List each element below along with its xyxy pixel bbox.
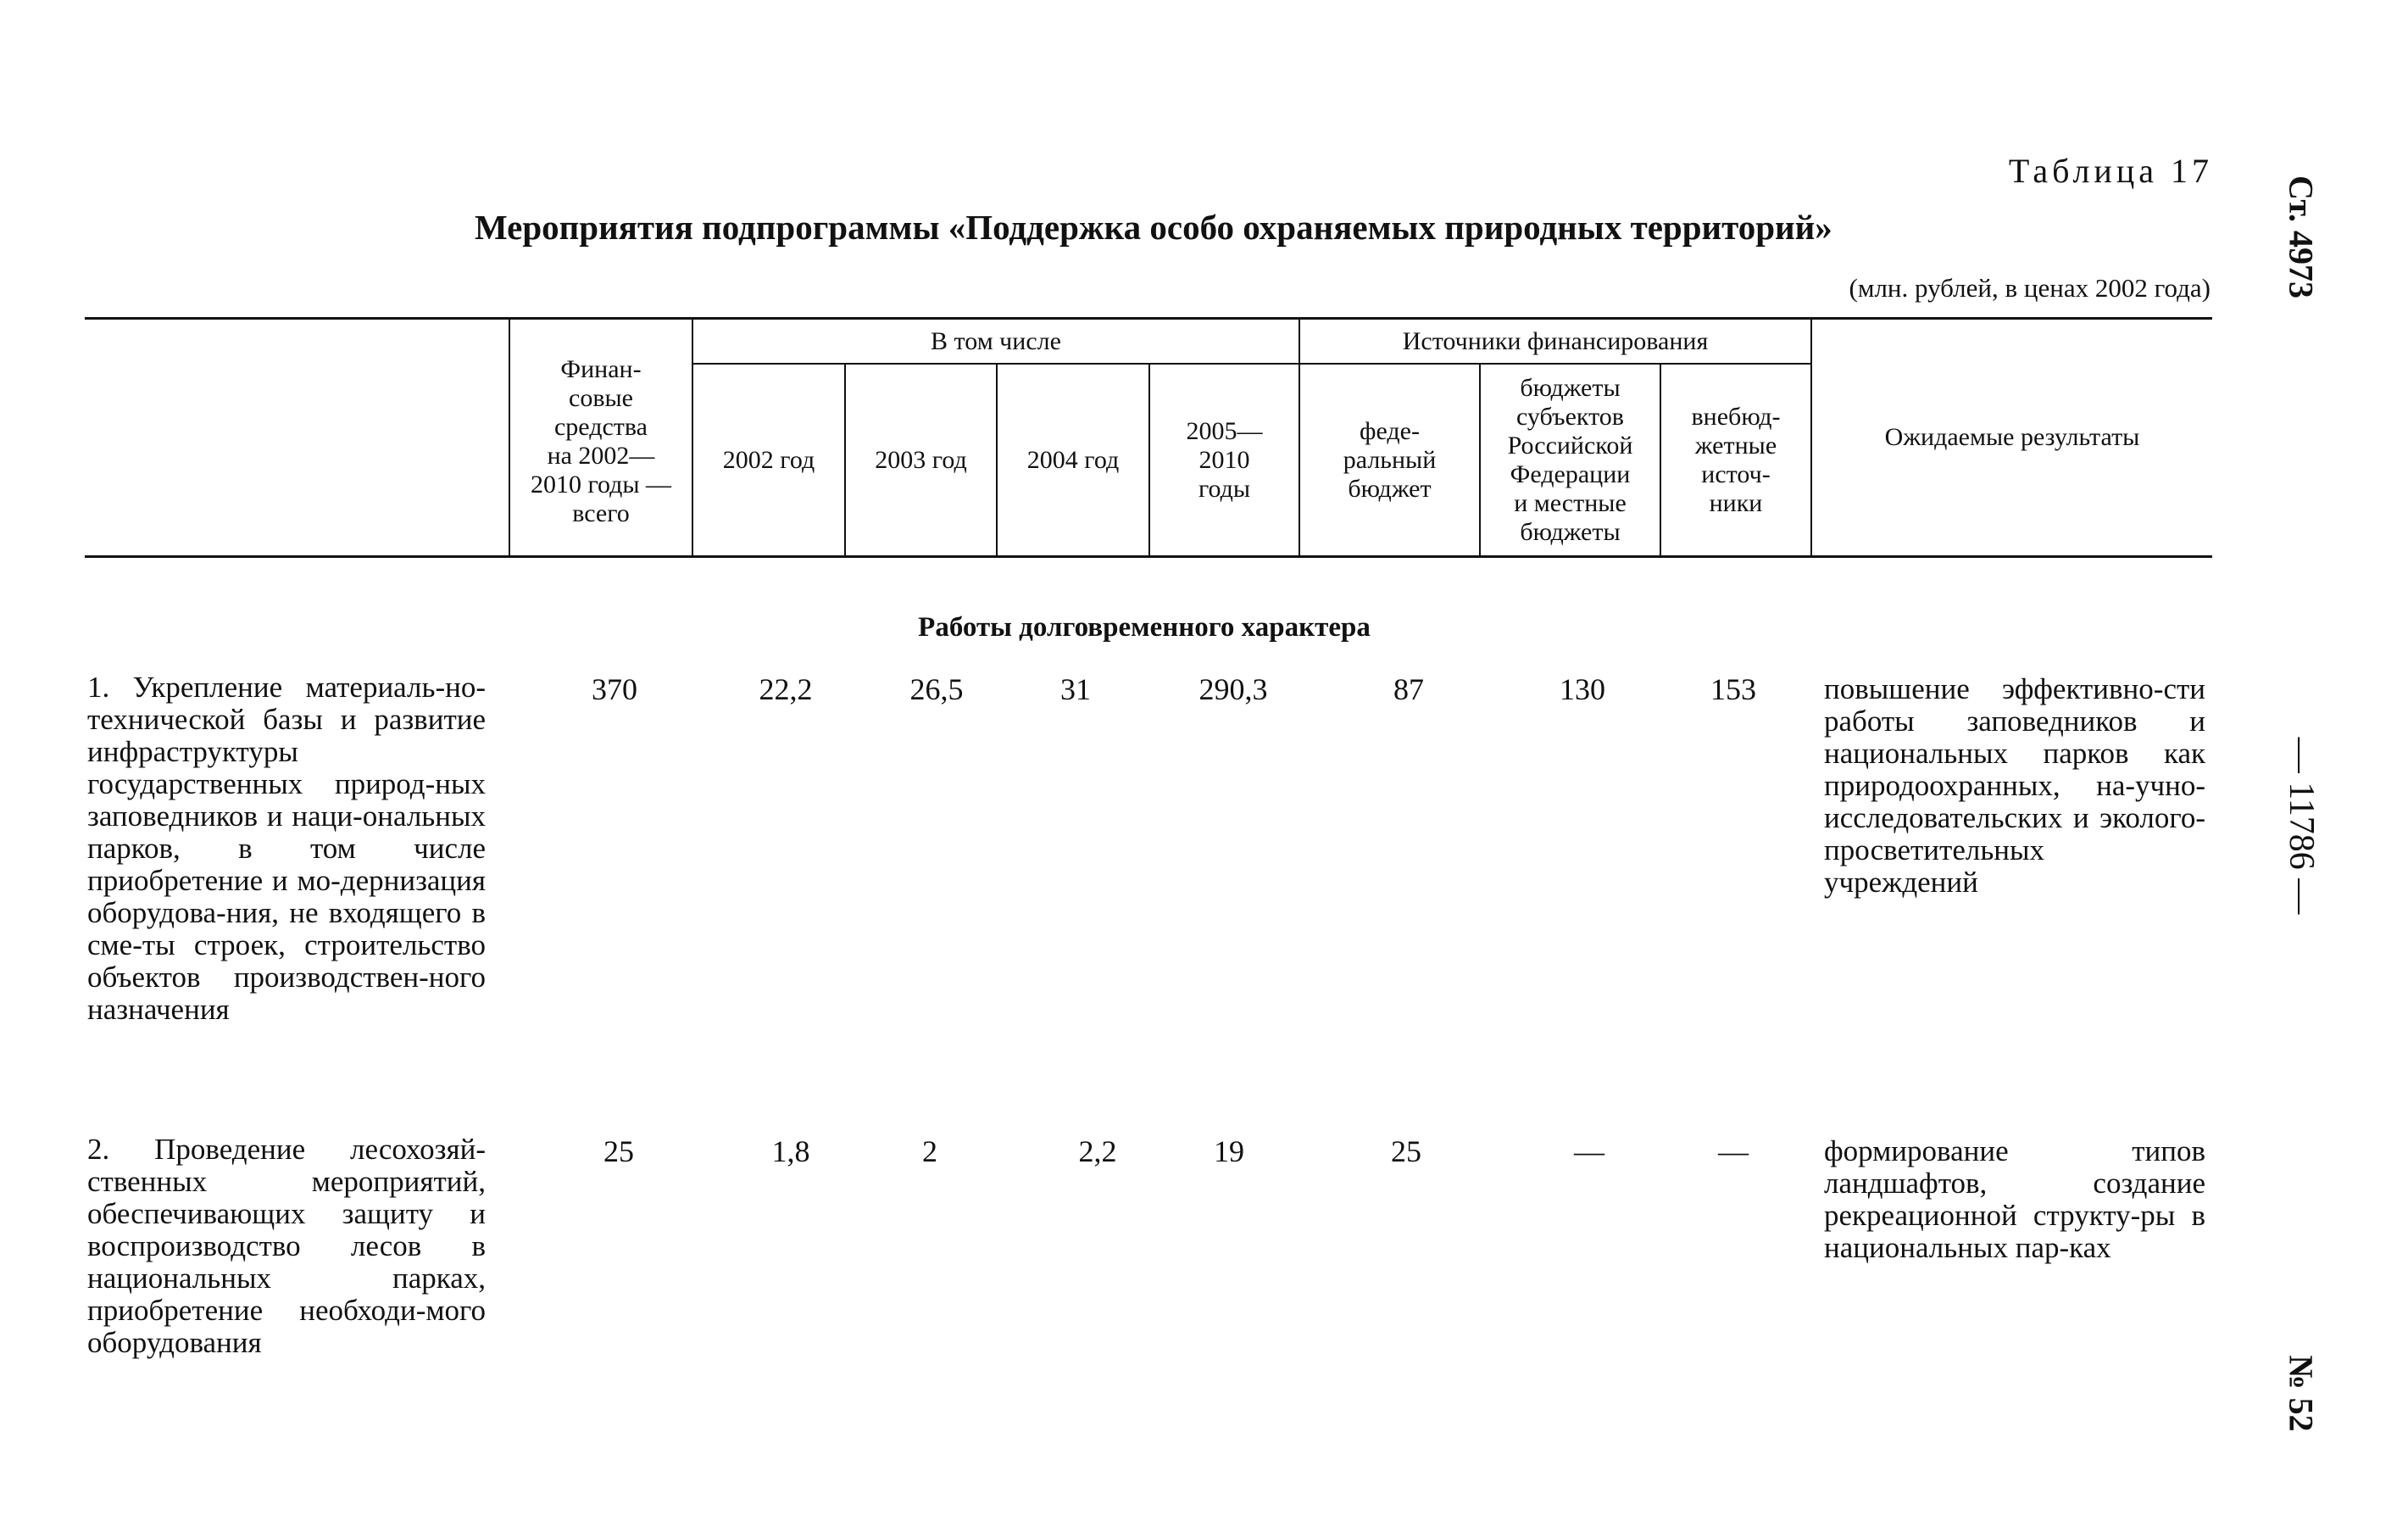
- cell-2005-2010: 19: [1214, 1134, 1244, 1168]
- header-mid-rule: [692, 363, 1810, 365]
- row-result: формирование типов ландшафтов, создание рекреационной структу-ры в национальных пар-ках: [1824, 1134, 2205, 1264]
- col-federal: феде- ральный бюджет: [1343, 417, 1437, 503]
- col-2003: 2003 год: [875, 446, 967, 474]
- col-group-sources: Источники финансирования: [1402, 327, 1709, 355]
- row-result: повышение эффективно-сти работы заповедников и национальных парков как природоохранных, на-учно-исследовательских и эколого-просветительных учреждений: [1824, 672, 2205, 899]
- col-regional: бюджеты субъектов Российской Федерации и местные бюджеты: [1507, 374, 1633, 546]
- col-2002: 2002 год: [722, 446, 815, 474]
- cell-extrabudget: 153: [1710, 672, 1756, 706]
- header-top-rule: [85, 317, 2212, 320]
- page-reference: Ст. 4973: [2282, 175, 2321, 298]
- cell-extrabudget: —: [1718, 1134, 1749, 1168]
- col-group-including: В том числе: [931, 327, 1061, 355]
- cell-total: 370: [592, 672, 637, 706]
- cell-2002: 22,2: [759, 672, 813, 706]
- document-number: — 11786 —: [2282, 737, 2321, 915]
- cell-federal: 25: [1391, 1134, 1421, 1168]
- cell-2005-2010: 290,3: [1198, 672, 1268, 706]
- header-bottom-rule: [85, 555, 2212, 558]
- cell-federal: 87: [1393, 672, 1424, 706]
- units-note: (млн. рублей, в ценах 2002 года): [1849, 273, 2211, 303]
- cell-total: 25: [603, 1134, 634, 1168]
- cell-2004: 31: [1060, 672, 1091, 706]
- cell-2002: 1,8: [771, 1134, 810, 1168]
- col-total: Финан- совые средства на 2002— 2010 годы — всего: [530, 355, 672, 527]
- section-title: Работы долговременного характера: [918, 612, 1371, 643]
- col-results: Ожидаемые результаты: [1884, 423, 2140, 451]
- row-description: 2. Проведение лесохозяй-ственных мероприятий, обеспечивающих защиту и воспроизводство лесов в национальных парках, приобретение необходи-мого оборудования: [87, 1133, 486, 1359]
- page-title: Мероприятия подпрограммы «Поддержка особо охраняемых природных территорий»: [475, 208, 1832, 247]
- cell-2003: 2: [922, 1134, 937, 1168]
- cell-2004: 2,2: [1078, 1134, 1117, 1168]
- issue-number: № 52: [2282, 1355, 2321, 1432]
- table-label: Таблица 17: [2008, 152, 2213, 190]
- cell-regional: —: [1574, 1134, 1604, 1168]
- col-2005-2010: 2005— 2010 годы: [1186, 417, 1263, 503]
- cell-regional: 130: [1560, 672, 1605, 706]
- cell-2003: 26,5: [909, 672, 964, 706]
- row-description: 1. Укрепление материаль-но-технической базы и развитие инфраструктуры государственных природ-ных заповедников и наци-ональных парков, в том числе приобретение и мо-дернизация оборудова-ния, не входящего в сме-ты строек, строительство объектов производствен-ного назначения: [87, 671, 486, 1026]
- col-extrabudget: внебюд- жетные источ- ники: [1691, 403, 1781, 517]
- col-2004: 2004 год: [1026, 446, 1120, 474]
